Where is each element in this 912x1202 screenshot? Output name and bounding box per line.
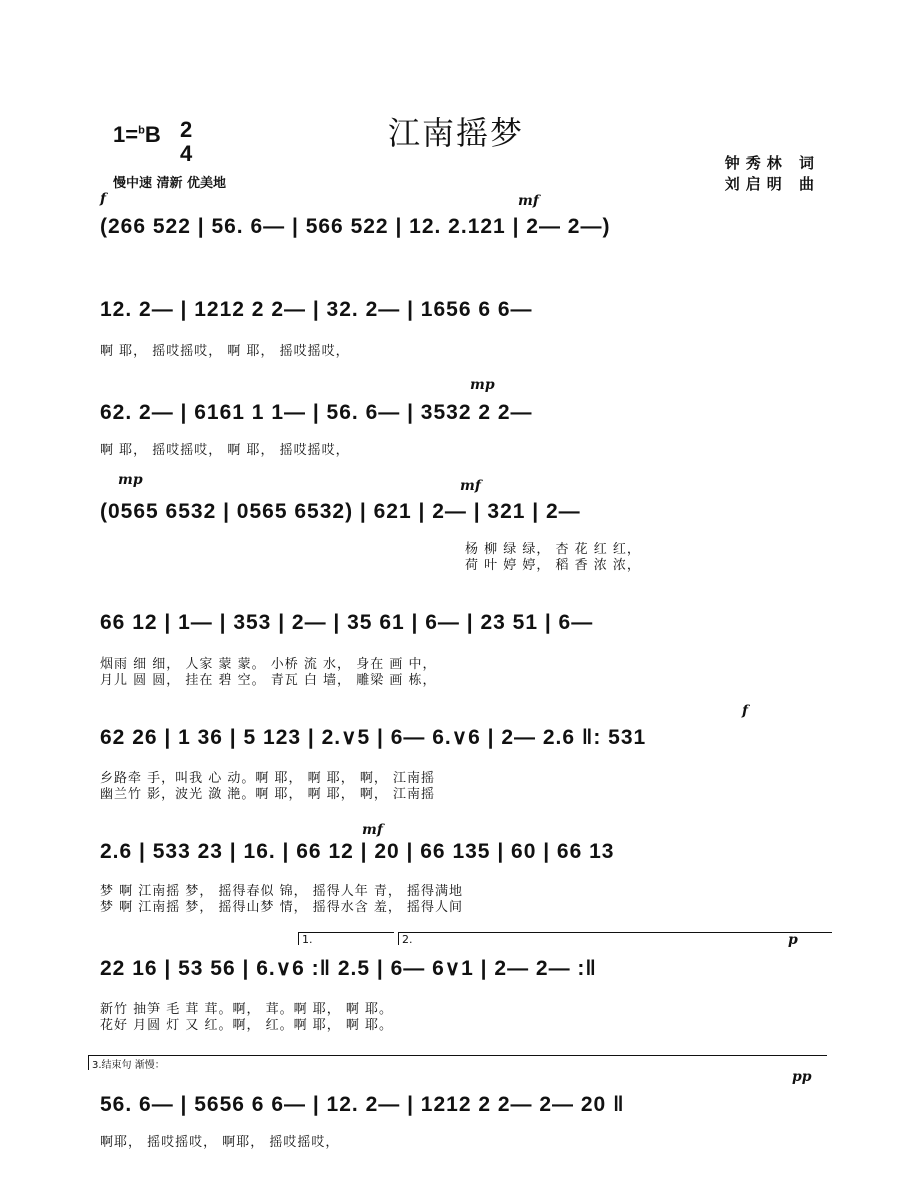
lyric-line: 杨 柳 绿 绿， 杏 花 红 红， (465, 542, 641, 557)
lyric-line: 啊 耶， 摇哎摇哎， 啊 耶， 摇哎摇哎， (100, 344, 350, 359)
staff-system-3 (100, 377, 830, 458)
dynamic-mark: p (788, 932, 798, 948)
composer-credit: 刘启明 曲 (724, 175, 820, 193)
dynamic-mark: mf (518, 193, 539, 209)
dynamic-mark: mf (362, 822, 383, 838)
tempo-marking: 慢中速 清新 优美地 (113, 176, 227, 191)
key-prefix: 1= (113, 122, 139, 147)
lyric-line: 幽兰竹 影，波光 潋 滟。啊 耶， 啊 耶， 啊， 江南摇 (100, 787, 436, 802)
time-sig-top: 2 (180, 117, 193, 142)
volta-first-ending: 1. (298, 932, 394, 945)
lyric-line: 啊耶， 摇哎摇哎， 啊耶， 摇哎摇哎， (100, 1135, 340, 1150)
notes: (266 522 | 56. 6— | 566 522 | 12. 2.121 | 2— 2—) (100, 215, 611, 238)
dynamic-mark: f (100, 191, 107, 207)
notes: 12. 2— | 1212 2 2— | 32. 2— | 1656 6 6— (100, 298, 533, 321)
key-signature (113, 122, 161, 148)
notes: 62. 2— | 6161 1 1— | 56. 6— | 3532 2 2— (100, 401, 533, 424)
key-note: B (144, 122, 161, 147)
lyric-line: 花好 月圆 灯 又 红。啊， 红。啊 耶， 啊 耶。 (100, 1018, 394, 1033)
dynamic-mark: mp (470, 377, 495, 393)
lyricist-credit: 钟秀林 词 (724, 154, 820, 172)
flat-sign: b (138, 124, 145, 137)
ending-label: 3.结束句 渐慢： (88, 1055, 827, 1070)
notes: 62 26 | 1 36 | 5 123 | 2.∨5 | 6— 6.∨6 | 2— 2.6 ‖: 531 (100, 726, 647, 749)
notes: 66 12 | 1— | 353 | 2— | 35 61 | 6— | 23 51 | 6— (100, 611, 594, 634)
notes: (0565 6532 | 0565 6532) | 621 | 2— | 321 | 2— (100, 500, 581, 523)
staff-system-8 (100, 932, 830, 1033)
lyric-line: 荷 叶 婷 婷， 稻 香 浓 浓， (465, 558, 641, 573)
staff-system-1 (100, 191, 830, 253)
dynamic-mark: pp (792, 1069, 812, 1085)
lyric-line: 梦 啊 江南摇 梦， 摇得春似 锦， 摇得人年 青， 摇得满地 (100, 884, 464, 899)
lyric-line: 梦 啊 江南摇 梦， 摇得山梦 情， 摇得水含 羞， 摇得人间 (100, 900, 464, 915)
dynamic-mark: f (742, 703, 749, 719)
staff-system-2 (100, 290, 830, 359)
lyric-line: 啊 耶， 摇哎摇哎， 啊 耶， 摇哎摇哎， (100, 443, 350, 458)
time-signature (180, 118, 192, 166)
staff-system-7 (100, 822, 830, 915)
dynamic-mark: mp (118, 472, 143, 488)
staff-system-6 (100, 703, 830, 802)
notes: 56. 6— | 5656 6 6— | 12. 2— | 1212 2 2— 2— 20 ‖ (100, 1093, 625, 1116)
staff-system-9 (100, 1069, 830, 1150)
staff-system-4 (100, 472, 830, 573)
lyric-line: 新竹 抽笋 毛 茸 茸。啊， 茸。啊 耶， 啊 耶。 (100, 1002, 394, 1017)
notes: 2.6 | 533 23 | 16. | 66 12 | 20 | 66 135 | 60 | 66 13 (100, 840, 615, 863)
lyric-line: 乡路牵 手，叫我 心 动。啊 耶， 啊 耶， 啊， 江南摇 (100, 771, 436, 786)
dynamic-mark: mf (460, 478, 481, 494)
time-sig-bottom: 4 (180, 141, 193, 166)
song-title: 江南摇梦 (387, 114, 524, 152)
lyric-line: 月儿 圆 圆， 挂在 碧 空。 青瓦 白 墙， 雕梁 画 栋， (100, 673, 437, 688)
notes: 22 16 | 53 56 | 6.∨6 :‖ 2.5 | 6— 6∨1 | 2— 2— :‖ (100, 957, 597, 980)
lyric-line: 烟雨 细 细， 人家 蒙 蒙。 小桥 流 水， 身在 画 中， (100, 657, 437, 672)
staff-system-5 (100, 603, 830, 688)
volta-second-ending: 2. (398, 932, 832, 945)
